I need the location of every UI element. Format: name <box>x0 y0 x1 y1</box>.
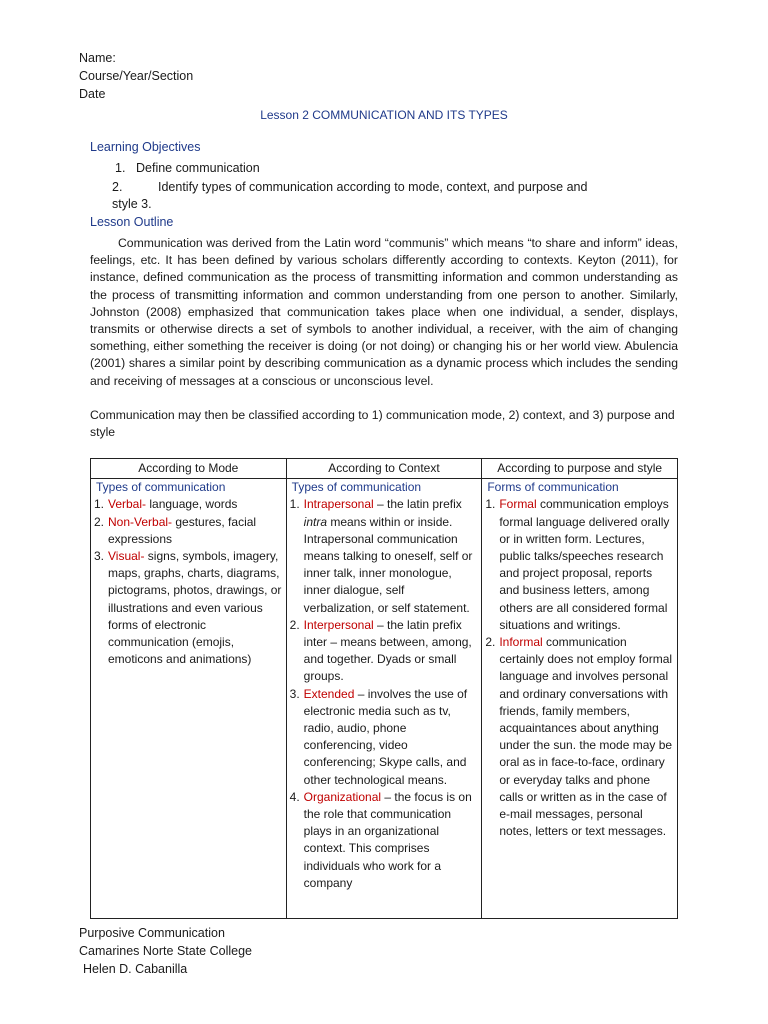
item-text: signs, symbols, imagery, maps, graphs, charts, diagrams, pictograms, photos, drawings, or illustrations and even various forms of electronic communication (emojis, emoticons and animations) <box>108 549 282 667</box>
lesson-title: Lesson 2 COMMUNICATION AND ITS TYPES <box>260 108 508 122</box>
header-context: According to Context <box>286 459 482 479</box>
item-number: 2. <box>485 635 496 650</box>
purpose-subhead: Forms of communication <box>487 480 619 495</box>
keyword-organizational: Organizational <box>303 789 382 804</box>
keyword-formal: Formal <box>499 497 537 512</box>
item-text-pre: – the latin prefix <box>373 497 462 512</box>
item-text: communication employs formal language delivered orally or in written form. Lectures, public talks/speeches research and project proposal, reports and business letters, among others are all considered formal situations and writings. <box>499 497 670 632</box>
list-item <box>96 496 282 513</box>
keyword-informal: Informal <box>499 635 543 650</box>
classification-paragraph: Communication may then be classified according to 1) communication mode, 2) context, and 3) purpose and style <box>90 408 675 440</box>
list-item <box>289 789 478 892</box>
list-item <box>96 514 282 548</box>
item-text: language, words <box>146 497 238 512</box>
item-number: 3. <box>94 549 105 564</box>
mode-subhead: Types of communication <box>96 480 226 495</box>
list-item <box>96 548 282 668</box>
item-text: means within or inside. Intrapersonal communication means talking to oneself, self or inner talk, inner monologue, inner dialogue, self verbalization, or self statement. <box>303 514 473 615</box>
footer-author: Helen D. Cabanilla <box>83 962 188 976</box>
purpose-cell <box>482 479 678 919</box>
list-item <box>289 496 478 616</box>
item-number: 4. <box>289 789 300 804</box>
objective-1-text: Define communication <box>136 161 260 175</box>
list-item <box>487 496 673 634</box>
item-number: 2. <box>289 617 300 632</box>
footer-course: Purposive Communication <box>79 926 225 940</box>
lesson-outline-heading: Lesson Outline <box>90 215 174 229</box>
item-text-italic: intra <box>303 514 327 529</box>
context-subhead: Types of communication <box>291 480 422 495</box>
item-text: – the latin prefix inter – means between, among, and together. Dyads or small groups. <box>303 617 472 684</box>
header-mode: According to Mode <box>91 459 287 479</box>
table-header-row <box>91 459 678 479</box>
keyword-intrapersonal: Intrapersonal <box>303 497 374 512</box>
header-purpose: According to purpose and style <box>482 459 678 479</box>
item-text: communication certainly does not employ formal language and involves personal and ordinary conversations with friends, family members, acquaintances about anything under the sun. the mode may be oral as in face-to-face, ordinary or everyday talks and phone calls or written as in the case of e-mail messages, personal notes, letters or text messages. <box>499 635 673 839</box>
keyword-visual: Visual- <box>108 549 145 564</box>
communication-types-table <box>90 458 678 919</box>
item-text: gestures, facial expressions <box>108 514 257 546</box>
list-item <box>487 634 673 840</box>
objective-1-number: 1. <box>115 161 126 175</box>
keyword-extended: Extended <box>303 686 355 701</box>
item-text: – involves the use of electronic media such as tv, radio, audio, phone conferencing, video conferencing; Skype calls, and other technological means. <box>303 686 468 787</box>
course-year-section-label: Course/Year/Section <box>79 69 194 83</box>
list-item <box>289 686 478 789</box>
keyword-interpersonal: Interpersonal <box>303 617 374 632</box>
item-number: 1. <box>94 497 105 512</box>
item-text: – the focus is on the role that communication plays in an organizational context. This comprises individuals who work for a company <box>303 789 472 890</box>
list-item <box>289 617 478 686</box>
footer-school: Camarines Norte State College <box>79 944 252 958</box>
objective-2-number: 2. <box>112 180 123 194</box>
name-label: Name: <box>79 51 116 65</box>
objective-2-wrap: style 3. <box>112 197 152 211</box>
keyword-non-verbal: Non-Verbal- <box>108 514 173 529</box>
mode-cell <box>91 479 287 919</box>
keyword-verbal: Verbal- <box>108 497 147 512</box>
outline-paragraph: Communication was derived from the Latin word “communis” which means “to share and inform” ideas, feelings, etc. It has been defined by various scholars differently according to contexts. Keyton (2011), for instance, defined communication as the process of transmitting information and common understanding as the process of transmitting information and common understanding from one person to another. Similarly, Johnston (2008) emphasized that communication takes place when one individual, a sender, displays, transmits or otherwise directs a set of symbols to another individual, a receiver, with the aim of changing something, either something the receiver is doing (or not doing) or changing his or her world view. Abulencia (2001) shares a similar point by describing communication as a dynamic process which includes the sending and receiving of messages at a conscious or unconscious level. <box>90 236 678 388</box>
item-number: 1. <box>289 497 300 512</box>
learning-objectives-heading: Learning Objectives <box>90 140 201 154</box>
item-number: 3. <box>289 686 300 701</box>
item-number: 1. <box>485 497 496 512</box>
table-body-row <box>91 479 678 919</box>
item-number: 2. <box>94 514 105 529</box>
context-cell <box>286 479 482 919</box>
objective-2-text: Identify types of communication according to mode, context, and purpose and <box>158 180 588 194</box>
date-label: Date <box>79 87 106 101</box>
